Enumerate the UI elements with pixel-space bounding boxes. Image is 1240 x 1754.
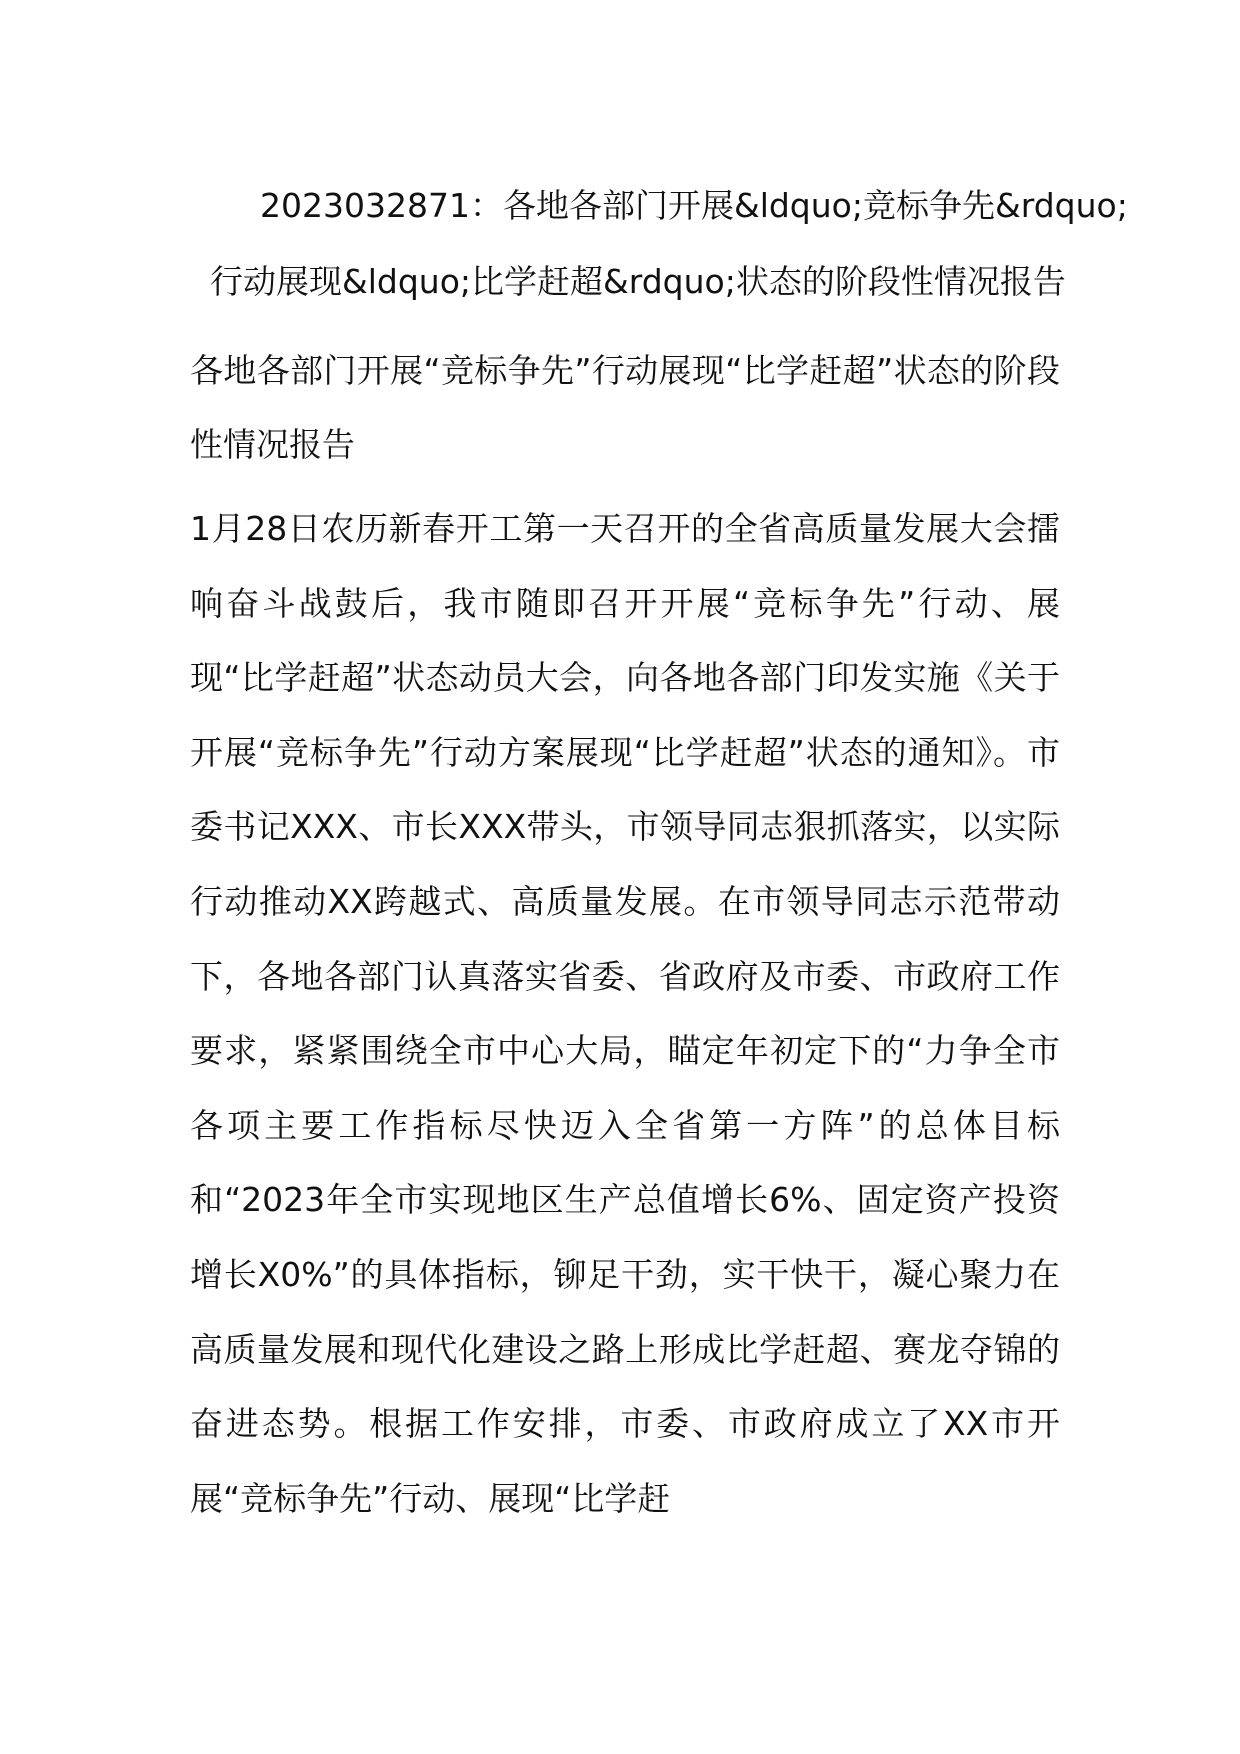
document-body-paragraph: 1月28日农历新春开工第一天召开的全省高质量发展大会擂响奋斗战鼓后，我市随即召开开展“竞标争先”行动、展现“比学赶超”状态动员大会，向各地各部门印发实施《关于开展“竞标争先”行动方案展现“比学赶超”状态的通知》。市委书记XXX、市长XXX带头，市领导同志狠抓落实，以实际行动推动XX跨越式、高质量发展。在市领导同志示范带动下，各地各部门认真落实省委、省政府及市委、市政府工作要求，紧紧围绕全市中心大局，瞄定年初定下的“力争全市各项主要工作指标尽快迈入全省第一方阵”的总体目标和“2023年全市实现地区生产总值增长6%、固定资产投资增长X0%”的具体指标，铆足干劲，实干快干，凝心聚力在高质量发展和现代化建设之路上形成比学赶超、赛龙夺锦的奋进态势。根据工作安排，市委、市政府成立了XX市开展“竞标争先”行动、展现“比学赶	[190, 509, 1060, 1518]
document-heading-line-1: 2023032871：各地各部门开展&ldquo;竞标争先&rdquo;	[260, 186, 1128, 225]
document-title: 各地各部门开展“竞标争先”行动展现“比学赶超”状态的阶段性情况报告	[190, 351, 1060, 464]
document-heading	[190, 168, 1128, 320]
document-heading-line-2: 行动展现&ldquo;比学赶超&rdquo;状态的阶段性情况报告	[210, 262, 1066, 301]
